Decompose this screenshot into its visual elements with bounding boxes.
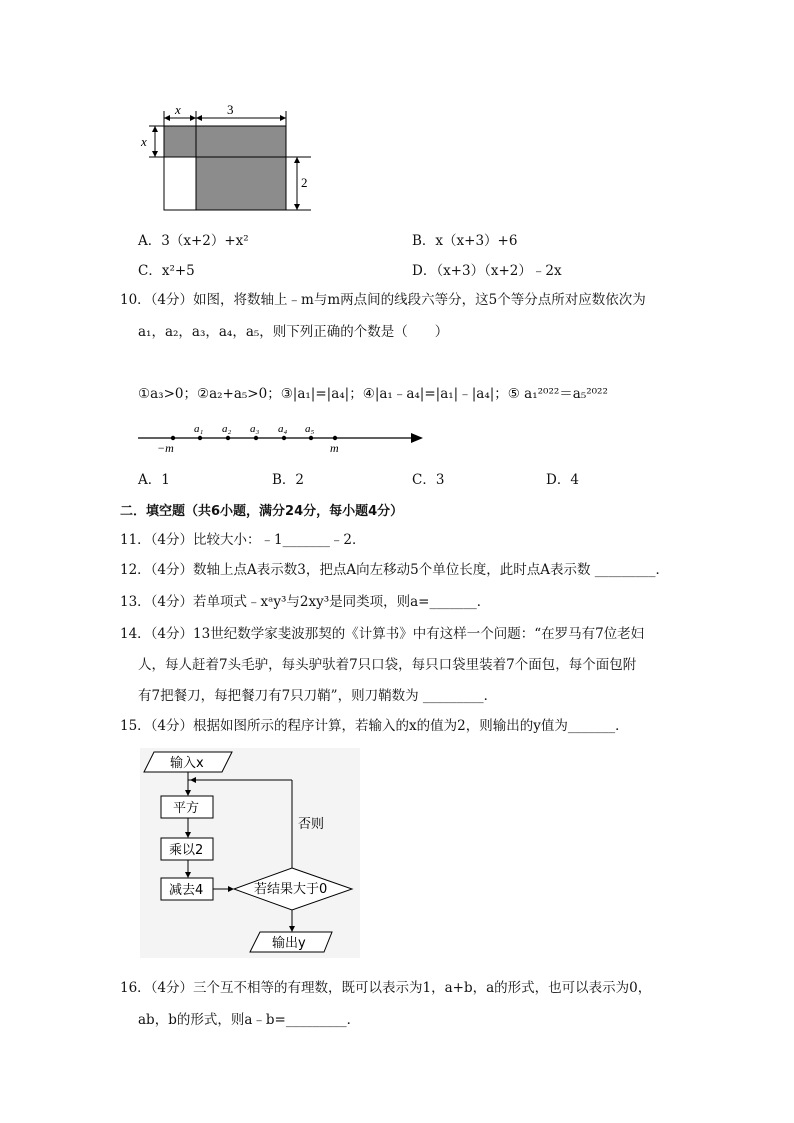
flow-square: 平方 <box>173 801 200 816</box>
label-x-top: x <box>175 102 181 117</box>
q10-option-c[interactable]: C．3 <box>412 472 445 488</box>
q10-option-a[interactable]: A．1 <box>138 472 170 488</box>
q10-statements: ①a₃>0；②a₂+a₅>0；③|a₁|=|a₄|；④|a₁﹣a₄|=|a₁|﹣|a₄|；⑤ a₁²⁰²²＝a₅²⁰²² <box>138 386 608 402</box>
flow-condition: 若结果大于0 <box>254 882 328 897</box>
q10-option-b[interactable]: B．2 <box>272 472 305 488</box>
label-3: 3 <box>227 102 234 117</box>
q10-stem-line1: 10．（4分）如图，将数轴上﹣m与m两点间的线段六等分，这5个等分点所对应数依次为 <box>120 292 646 308</box>
flow-else: 否则 <box>298 817 325 832</box>
point-a1 <box>198 436 202 440</box>
number-line <box>135 418 430 456</box>
point-a3 <box>254 436 258 440</box>
q9-option-b[interactable]: B．x（x+3）+6 <box>412 233 518 249</box>
point-m <box>333 436 337 440</box>
label-a4: a₄ <box>278 423 288 435</box>
q9-option-c[interactable]: C．x²+5 <box>138 263 195 279</box>
q15-text: 15．（4分）根据如图所示的程序计算，若输入的x的值为2，则输出的y值为_______． <box>120 718 629 734</box>
point-a5 <box>309 436 313 440</box>
q14-line2: 人，每人赶着7头毛驴，每头驴驮着7只口袋，每只口袋里装着7个面包，每个面包附 <box>138 657 637 673</box>
program-flowchart <box>140 748 360 958</box>
rectangle-figure <box>135 100 315 220</box>
q14-line3: 有7把餐刀，每把餐刀有7只刀鞘”，则刀鞘数为 _________． <box>138 688 498 704</box>
point-neg-m <box>171 436 175 440</box>
flow-output: 输出y <box>272 936 306 951</box>
q16-line1: 16．（4分）三个互不相等的有理数，既可以表示为1，a+b，a的形式，也可以表示为0， <box>120 980 652 996</box>
q12-text: 12．（4分）数轴上点A表示数3，把点A向左移动5个单位长度，此时点A表示数 _________． <box>120 562 669 578</box>
q13-text: 13．（4分）若单项式﹣xᵃy³与2xy³是同类项，则a=_______． <box>120 594 491 610</box>
label-a3: a₃ <box>250 423 260 435</box>
point-a2 <box>226 436 230 440</box>
arrow-right-icon <box>411 433 423 443</box>
label-a2: a₂ <box>222 423 232 435</box>
q10-stem-line2: a₁，a₂，a₃，a₄，a₅，则下列正确的个数是（ ） <box>138 324 449 340</box>
q10-option-d[interactable]: D．4 <box>546 472 579 488</box>
label-a5: a₅ <box>305 423 315 435</box>
label-neg-m: −m <box>157 441 174 455</box>
label-m: m <box>330 441 339 455</box>
label-a1: a₁ <box>194 423 204 435</box>
q11-text: 11．（4分）比较大小：﹣1_______﹣2． <box>120 532 366 548</box>
section-title: 二．填空题（共6小题，满分24分，每小题4分） <box>120 504 404 519</box>
label-2: 2 <box>301 175 308 190</box>
q9-option-d[interactable]: D．（x+3）（x+2）﹣2x <box>412 263 562 279</box>
flow-multiply: 乘以2 <box>169 843 204 858</box>
flow-input: 输入x <box>170 756 204 771</box>
q9-option-a[interactable]: A．3（x+2）+x² <box>138 233 249 249</box>
q16-line2: ab，b的形式，则a﹣b=_________． <box>138 1012 361 1028</box>
q14-line1: 14．（4分）13世纪数学家斐波那契的《计算书》中有这样一个问题：“在罗马有7位老妇 <box>120 626 645 642</box>
flow-subtract: 减去4 <box>169 883 204 898</box>
point-a4 <box>282 436 286 440</box>
label-x-left: x <box>141 134 147 149</box>
